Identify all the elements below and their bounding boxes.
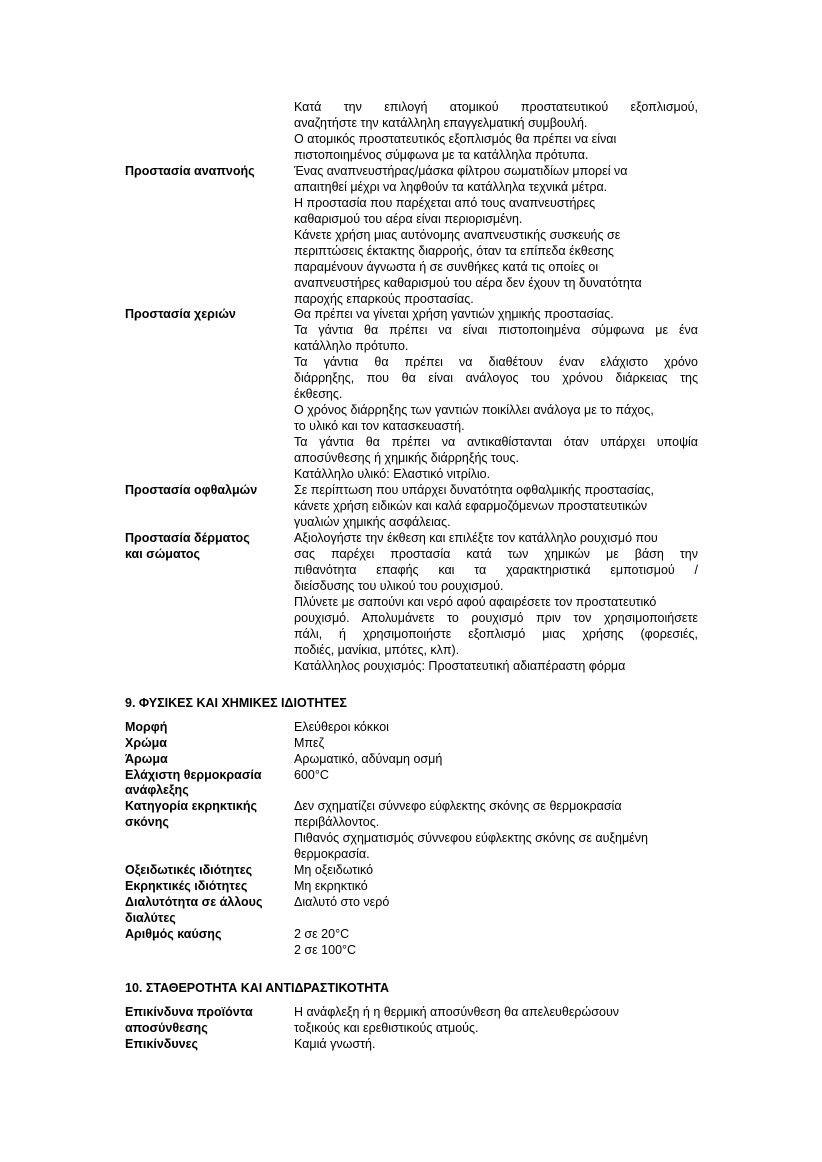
row-label: Διαλυτότητα σε άλλους	[125, 895, 263, 909]
text-line: γυαλιών χημικής ασφάλειας.	[294, 515, 451, 529]
text-line: θερμοκρασία.	[294, 847, 370, 861]
text-line: σας παρέχει προστασία κατά των χημικών με βάση την	[294, 547, 698, 561]
row-value: Μη οξειδωτικό	[294, 863, 374, 877]
text-line: Η προστασία που παρέχεται από τους αναπνευστήρες	[294, 196, 596, 210]
row-value: 2 σε 20°C	[294, 927, 350, 941]
section-heading: 9. ΦΥΣΙΚΕΣ ΚΑΙ ΧΗΜΙΚΕΣ ΙΔΙΟΤΗΤΕΣ	[125, 696, 347, 710]
text-line: Τα γάντια θα πρέπει να είναι πιστοποιημένα σύμφωνα με ένα	[294, 323, 698, 337]
text-line: απαιτηθεί μέχρι να ληφθούν τα κατάλληλα τεχνικά μέτρα.	[294, 180, 608, 194]
text-line: Ο χρόνος διάρρηξης των γαντιών ποικίλλει ανάλογα με το πάχος,	[294, 403, 654, 417]
text-line: περιβάλλοντος.	[294, 815, 380, 829]
row-label: σκόνης	[125, 815, 169, 829]
row-value: 2 σε 100°C	[294, 943, 357, 957]
row-label: Προστασία αναπνοής	[125, 164, 255, 178]
row-label: Χρώμα	[125, 736, 167, 750]
row-value: Μπεζ	[294, 736, 325, 750]
text-line: Κάνετε χρήση μιας αυτόνομης αναπνευστικής συσκευής σε	[294, 228, 621, 242]
text-line: το υλικό και τον κατασκευαστή.	[294, 419, 465, 433]
text-line: Θα πρέπει να γίνεται χρήση γαντιών χημικής προστασίας.	[294, 307, 614, 321]
row-label: Προστασία οφθαλμών	[125, 483, 258, 497]
row-value: Ελεύθεροι κόκκοι	[294, 720, 389, 734]
row-label: Αριθμός καύσης	[125, 927, 222, 941]
text-line: περιπτώσεις έκτακτης διαρροής, όταν τα επίπεδα έκθεσης	[294, 244, 614, 258]
row-label: Εκρηκτικές ιδιότητες	[125, 879, 248, 893]
text-line: ποδιές, μανίκια, μπότες, κλπ).	[294, 643, 460, 657]
row-label: αποσύνθεσης	[125, 1021, 208, 1035]
text-line: κάνετε χρήση ειδικών και καλά εφαρμοζόμενων προστατευτικών	[294, 499, 648, 513]
text-line: τοξικούς και ερεθιστικούς ατμούς.	[294, 1021, 479, 1035]
text-line: Κατάλληλος ρουχισμός: Προστατευτική αδιαπέραστη φόρμα	[294, 659, 626, 673]
row-value: Μη εκρηκτικό	[294, 879, 368, 893]
text-line: κατάλληλο πρότυπο.	[294, 339, 409, 353]
row-label: Ελάχιστη θερμοκρασία	[125, 768, 262, 782]
text-line: Τα γάντια θα πρέπει να αντικαθίστανται όταν υπάρχει υποψία	[294, 435, 698, 449]
row-label: διαλύτες	[125, 911, 176, 925]
text-line: Ένας αναπνευστήρας/μάσκα φίλτρου σωματιδίων μπορεί να	[294, 164, 628, 178]
text-line: παροχής επαρκούς προστασίας.	[294, 292, 474, 306]
row-value: Διαλυτό στο νερό	[294, 895, 390, 909]
text-line: αναζητήστε την κατάλληλη επαγγελματική συμβουλή.	[294, 116, 588, 130]
text-line: ρουχισμό. Απολυμάνετε το ρουχισμό πριν τον χρησιμοποιήσετε	[294, 611, 698, 625]
text-line: διείσδυσης του υλικού του ρουχισμού.	[294, 579, 504, 593]
text-line: πιστοποιημένος σύμφωνα με τα κατάλληλα πρότυπα.	[294, 148, 589, 162]
row-label: Οξειδωτικές ιδιότητες	[125, 863, 253, 877]
row-label: Προστασία δέρματος	[125, 531, 250, 545]
row-label: Μορφή	[125, 720, 168, 734]
row-label: Προστασία χεριών	[125, 307, 236, 321]
text-line: Δεν σχηματίζει σύννεφο εύφλεκτης σκόνης σε θερμοκρασία	[294, 799, 622, 813]
text-line: Σε περίπτωση που υπάρχει δυνατότητα οφθαλμικής προστασίας,	[294, 483, 654, 497]
row-value: 600°C	[294, 768, 329, 782]
text-line: πάλι, ή χρησιμοποιήστε εξοπλισμό μιας χρήσης (φορεσιές,	[294, 627, 698, 641]
section-heading: 10. ΣΤΑΘΕΡΟΤΗΤΑ ΚΑΙ ΑΝΤΙΔΡΑΣΤΙΚΟΤΗΤΑ	[125, 981, 390, 995]
row-label: Κατηγορία εκρηκτικής	[125, 799, 257, 813]
text-line: έκθεσης.	[294, 387, 343, 401]
row-value: Αρωματικό, αδύναμη οσμή	[294, 752, 443, 766]
row-label: Άρωμα	[125, 752, 168, 766]
row-label: Επικίνδυνες	[125, 1037, 199, 1051]
text-line: Ο ατομικός προστατευτικός εξοπλισμός θα πρέπει να είναι	[294, 132, 617, 146]
text-line: Κατάλληλο υλικό: Ελαστικό νιτρίλιο.	[294, 467, 491, 481]
text-line: πιθανότητα επαφής και τα χαρακτηριστικά εμποτισμού /	[294, 563, 698, 577]
text-line: Αξιολογήστε την έκθεση και επιλέξτε τον κατάλληλο ρουχισμό που	[294, 531, 658, 545]
row-label: Επικίνδυνα προϊόντα	[125, 1005, 253, 1019]
text-line: Πλύνετε με σαπούνι και νερό αφού αφαιρέσετε τον προστατευτικό	[294, 595, 657, 609]
text-line: αναπνευστήρες καθαρισμού του αέρα δεν έχουν τη δυνατότητα	[294, 276, 642, 290]
text-line: Η ανάφλεξη ή η θερμική αποσύνθεση θα απελευθερώσουν	[294, 1005, 620, 1019]
text-line: διάρρηξης, που θα είναι ανάλογος του χρόνου διάρκειας της	[294, 371, 698, 385]
text-line: αποσύνθεσης ή χημικής διάρρηξής τους.	[294, 451, 519, 465]
text-line: Πιθανός σχηματισμός σύννεφου εύφλεκτης σκόνης σε αυξημένη	[294, 831, 648, 845]
text-line: παραμένουν άγνωστα ή σε συνθήκες κατά τις οποίες οι	[294, 260, 599, 274]
row-value: Καμιά γνωστή.	[294, 1037, 376, 1051]
text-line: καθαρισμού του αέρα είναι περιορισμένη.	[294, 212, 523, 226]
text-line: Τα γάντια θα πρέπει να διαθέτουν έναν ελάχιστο χρόνο	[294, 355, 698, 369]
row-label: ανάφλεξης	[125, 783, 189, 797]
text-line: Κατά την επιλογή ατομικού προστατευτικού εξοπλισμού,	[294, 100, 698, 114]
row-label: και σώματος	[125, 547, 200, 561]
